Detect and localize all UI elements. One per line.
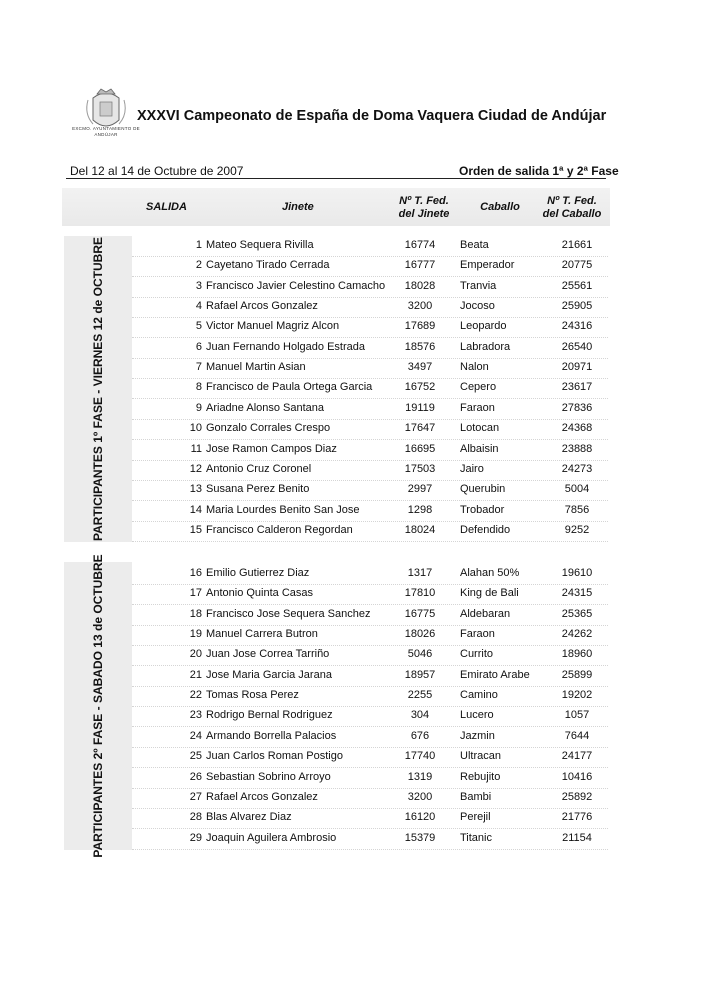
logo-caption: EXCMO. AYUNTAMIENTO DE ANDÚJAR	[72, 126, 140, 137]
caballo-name: Jairo	[460, 462, 484, 475]
jinete-name: Jose Ramon Campos Diaz	[206, 442, 337, 455]
orden-salida-label: Orden de salida 1ª y 2ª Fase	[459, 164, 619, 178]
table-row	[132, 768, 608, 789]
salida-number: 27	[189, 790, 202, 803]
fed-caballo-number: 23617	[561, 381, 593, 394]
table-row	[132, 399, 608, 420]
col-header-fed-caballo-line1: Nº T. Fed.	[547, 195, 597, 207]
fed-caballo-number: 21776	[561, 811, 593, 824]
table-row	[132, 378, 608, 399]
salida-number: 22	[189, 689, 202, 702]
table-row	[132, 686, 608, 707]
fed-jinete-number: 1319	[407, 770, 433, 783]
jinete-name: Manuel Martin Asian	[206, 361, 306, 374]
fed-caballo-number: 26540	[561, 340, 593, 353]
caballo-name: Jazmin	[460, 729, 495, 742]
table-row	[132, 605, 608, 626]
col-header-fed-jinete-line1: Nº T. Fed.	[399, 195, 449, 207]
jinete-name: Susana Perez Benito	[206, 483, 310, 496]
fed-caballo-number: 1057	[564, 709, 590, 722]
salida-number: 25	[189, 750, 202, 763]
jinete-name: Jose Maria Garcia Jarana	[206, 668, 332, 681]
fed-caballo-number: 24262	[561, 628, 593, 641]
fed-jinete-number: 16695	[404, 442, 436, 455]
table-row	[132, 808, 608, 829]
jinete-name: Ariadne Alonso Santana	[206, 401, 325, 414]
salida-number: 5	[195, 320, 202, 333]
jinete-name: Francisco Calderon Regordan	[206, 523, 353, 536]
fed-jinete-number: 17689	[404, 320, 436, 333]
table-row	[132, 788, 608, 809]
fed-jinete-number: 3200	[407, 300, 433, 313]
fed-caballo-number: 25365	[561, 607, 593, 620]
jinete-name: Emilio Gutierrez Diaz	[206, 567, 310, 579]
salida-number: 12	[189, 462, 202, 475]
fed-jinete-number: 1298	[407, 503, 433, 516]
caballo-name: Ultracan	[460, 750, 501, 763]
phase-2-label: PARTICIPANTES 2º FASE - SABADO 13 de OCTUBRE	[91, 554, 105, 858]
fed-jinete-number: 18028	[404, 279, 436, 292]
fed-caballo-number: 7644	[564, 729, 590, 742]
fed-jinete-number: 16752	[404, 381, 436, 394]
phase-2-band	[64, 554, 132, 858]
fed-caballo-number: 21154	[562, 831, 592, 844]
salida-number: 19	[189, 628, 202, 641]
col-header-fed-jinete	[388, 195, 460, 221]
col-header-salida: SALIDA	[146, 201, 187, 213]
salida-number: 17	[189, 587, 202, 600]
col-header-fed-jinete-line2: del Jinete	[398, 208, 450, 220]
col-header-fed-caballo-line2: del Caballo	[542, 208, 602, 220]
caballo-name: Faraon	[460, 401, 495, 414]
jinete-name: Francisco Jose Sequera Sanchez	[206, 607, 371, 620]
table-row	[132, 829, 608, 850]
fed-jinete-number: 304	[410, 709, 430, 722]
fed-caballo-number: 19202	[561, 689, 593, 702]
caballo-name: Querubin	[460, 483, 506, 496]
fed-caballo-number: 20775	[561, 259, 593, 272]
col-header-caballo: Caballo	[480, 201, 520, 213]
salida-number: 13	[189, 483, 202, 496]
salida-number: 15	[189, 523, 202, 536]
fed-caballo-number: 23888	[561, 442, 593, 455]
fed-jinete-number: 2997	[407, 483, 433, 496]
table-row	[132, 747, 608, 768]
jinete-name: Victor Manuel Magriz Alcon	[206, 320, 340, 333]
caballo-name: Currito	[460, 648, 494, 661]
fed-caballo-number: 9252	[564, 523, 590, 536]
fed-jinete-number: 5046	[407, 648, 433, 661]
fed-caballo-number: 7856	[564, 503, 590, 516]
table-row	[132, 564, 608, 585]
table-row	[132, 521, 608, 542]
fed-jinete-number: 16775	[404, 607, 436, 620]
salida-number: 2	[195, 259, 202, 272]
caballo-name: Nalon	[460, 361, 489, 374]
jinete-name: Juan Carlos Roman Postigo	[206, 750, 343, 763]
caballo-name: Leopardo	[460, 320, 507, 333]
jinete-name: Francisco Javier Celestino Camacho	[206, 279, 386, 292]
jinete-name: Juan Jose Correa Tarriño	[206, 648, 330, 661]
salida-number: 18	[189, 607, 202, 620]
caballo-name: Bambi	[460, 790, 492, 803]
caballo-name: Faraon	[460, 628, 495, 641]
fed-jinete-number: 15379	[404, 831, 436, 844]
fed-jinete-number: 19119	[405, 401, 435, 414]
caballo-name: Trobador	[460, 503, 505, 516]
fed-caballo-number: 24368	[561, 422, 593, 435]
salida-number: 14	[189, 503, 202, 516]
jinete-name: Francisco de Paula Ortega Garcia	[206, 381, 373, 394]
caballo-name: Titanic	[460, 831, 492, 844]
table-row	[132, 317, 608, 338]
date-range: Del 12 al 14 de Octubre de 2007	[70, 164, 244, 178]
table-row	[132, 338, 608, 359]
jinete-name: Gonzalo Corrales Crespo	[206, 422, 331, 435]
fed-caballo-number: 20971	[561, 361, 593, 374]
fed-jinete-number: 16777	[404, 259, 436, 272]
salida-number: 26	[189, 770, 202, 783]
fed-caballo-number: 24315	[561, 587, 593, 600]
table-row	[132, 440, 608, 461]
caballo-name: Cepero	[460, 381, 497, 394]
caballo-name: King de Bali	[460, 587, 519, 600]
caballo-name: Lucero	[460, 709, 494, 722]
salida-number: 23	[189, 709, 202, 722]
header-divider	[66, 178, 606, 179]
fed-jinete-number: 17740	[404, 750, 436, 763]
table-row	[132, 645, 608, 666]
caballo-name: Emperador	[460, 259, 515, 272]
jinete-name: Juan Fernando Holgado Estrada	[206, 340, 365, 353]
fed-caballo-number: 25905	[561, 300, 593, 313]
caballo-name: Tranvia	[460, 279, 497, 292]
fed-jinete-number: 17647	[404, 422, 436, 435]
table-row	[132, 625, 608, 646]
fed-jinete-number: 1317	[407, 567, 433, 579]
table-row	[132, 480, 608, 501]
table-row	[132, 706, 608, 727]
table-row	[132, 501, 608, 522]
phase-1-band	[64, 236, 132, 542]
coat-of-arms-logo	[66, 86, 146, 148]
salida-number: 4	[195, 300, 202, 313]
jinete-name: Tomas Rosa Perez	[206, 689, 299, 702]
caballo-name: Lotocan	[460, 422, 500, 435]
caballo-name: Perejil	[460, 811, 491, 824]
caballo-name: Jocoso	[460, 300, 495, 313]
caballo-name: Defendido	[460, 523, 511, 536]
salida-number: 9	[195, 401, 202, 414]
jinete-name: Mateo Sequera Rivilla	[206, 239, 314, 251]
salida-number: 21	[189, 668, 202, 681]
table-row	[132, 297, 608, 318]
fed-jinete-number: 3497	[407, 361, 433, 374]
fed-jinete-number: 16774	[404, 239, 436, 251]
fed-jinete-number: 676	[410, 729, 430, 742]
jinete-name: Cayetano Tirado Cerrada	[206, 259, 330, 272]
jinete-name: Blas Alvarez Diaz	[206, 811, 292, 824]
caballo-name: Emirato Arabe	[460, 668, 530, 681]
fed-caballo-number: 18960	[561, 648, 593, 661]
fed-jinete-number: 18026	[404, 628, 436, 641]
caballo-name: Aldebaran	[460, 607, 511, 620]
table-row	[132, 277, 608, 298]
jinete-name: Sebastian Sobrino Arroyo	[206, 770, 331, 783]
salida-number: 7	[195, 361, 202, 374]
fed-caballo-number: 21661	[561, 239, 593, 251]
phase-1-label: PARTICIPANTES 1º FASE - VIERNES 12 de OCTUBRE	[91, 237, 105, 541]
caballo-name: Beata	[460, 239, 489, 251]
fed-caballo-number: 24177	[561, 750, 593, 763]
caballo-name: Labradora	[460, 340, 511, 353]
col-header-jinete: Jinete	[282, 201, 314, 213]
salida-number: 20	[189, 648, 202, 661]
col-header-fed-caballo	[536, 195, 608, 221]
table-row	[132, 727, 608, 748]
fed-caballo-number: 19610	[561, 567, 593, 579]
table-row	[132, 666, 608, 687]
salida-number: 24	[189, 729, 202, 742]
fed-caballo-number: 24316	[561, 320, 593, 333]
fed-jinete-number: 16120	[404, 811, 436, 824]
table-row	[132, 236, 608, 257]
fed-jinete-number: 3200	[407, 790, 433, 803]
fed-caballo-number: 24273	[561, 462, 593, 475]
document-title: XXXVI Campeonato de España de Doma Vaquera Ciudad de Andújar	[137, 108, 607, 124]
fed-caballo-number: 10416	[561, 770, 593, 783]
jinete-name: Antonio Cruz Coronel	[206, 462, 312, 475]
table-row	[132, 419, 608, 440]
jinete-name: Rafael Arcos Gonzalez	[206, 790, 318, 803]
salida-number: 16	[189, 567, 202, 579]
salida-number: 1	[195, 239, 202, 251]
fed-caballo-number: 5004	[564, 483, 590, 496]
salida-number: 11	[190, 442, 202, 455]
jinete-name: Antonio Quinta Casas	[206, 587, 314, 600]
caballo-name: Camino	[460, 689, 498, 702]
salida-number: 6	[195, 340, 202, 353]
fed-jinete-number: 18576	[404, 340, 436, 353]
jinete-name: Joaquin Aguilera Ambrosio	[206, 831, 337, 844]
caballo-name: Rebujito	[460, 770, 501, 783]
table-row	[132, 256, 608, 277]
jinete-name: Manuel Carrera Butron	[206, 628, 318, 641]
jinete-name: Rodrigo Bernal Rodriguez	[206, 709, 333, 722]
fed-caballo-number: 25561	[561, 279, 593, 292]
fed-caballo-number: 27836	[561, 401, 593, 414]
fed-jinete-number: 17810	[404, 587, 436, 600]
salida-number: 29	[189, 831, 202, 844]
table-row	[132, 460, 608, 481]
fed-caballo-number: 25899	[561, 668, 593, 681]
caballo-name: Albaisin	[460, 442, 499, 455]
salida-number: 10	[189, 422, 202, 435]
salida-number: 3	[195, 279, 202, 292]
jinete-name: Maria Lourdes Benito San Jose	[206, 503, 360, 516]
jinete-name: Rafael Arcos Gonzalez	[206, 300, 318, 313]
salida-number: 28	[189, 811, 202, 824]
fed-jinete-number: 18957	[404, 668, 436, 681]
fed-jinete-number: 18024	[404, 523, 436, 536]
table-row	[132, 358, 608, 379]
caballo-name: Alahan 50%	[460, 567, 520, 579]
salida-number: 8	[195, 381, 202, 394]
table-row	[132, 584, 608, 605]
fed-caballo-number: 25892	[561, 790, 593, 803]
fed-jinete-number: 2255	[407, 689, 433, 702]
fed-jinete-number: 17503	[404, 462, 436, 475]
jinete-name: Armando Borrella Palacios	[206, 729, 337, 742]
